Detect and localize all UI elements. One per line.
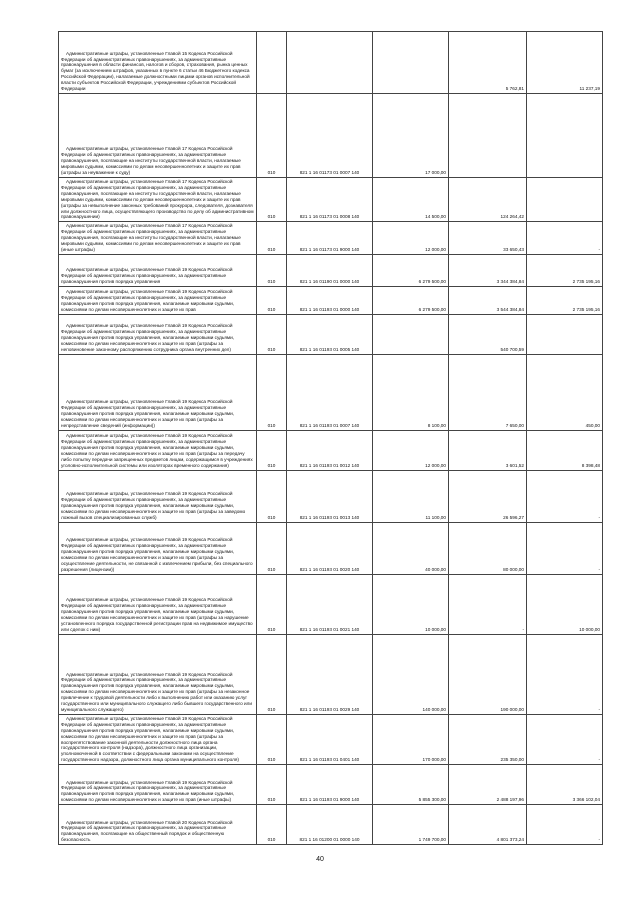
row-unexecuted: -: [527, 470, 603, 522]
row-line-code: 010: [257, 634, 287, 714]
row-approved: 6 279 500,00: [373, 286, 449, 314]
row-line-code: 010: [257, 430, 287, 470]
row-executed: 3 601,52: [449, 430, 527, 470]
row-unexecuted: -: [527, 805, 603, 845]
row-unexecuted: -: [527, 222, 603, 255]
row-executed: 190 000,00: [449, 634, 527, 714]
row-name: Административные штрафы, установленные Главой 17 Кодекса Российской Федерации об административных правонарушениях, за административные правонарушения, посягающие на институты государственной власти, налагаемые мировыми судьями, комиссиями по делам несовершеннолетних и защите их прав (иные штрафы): [59, 222, 257, 255]
row-budget-code: 821 1 16 01200 01 0000 140: [287, 805, 373, 845]
row-approved: 12 000,00: [373, 430, 449, 470]
row-budget-code: 821 1 16 01193 01 0005 140: [287, 314, 373, 354]
row-name: Административные штрафы, установленные Главой 19 Кодекса Российской Федерации об административных правонарушениях, за административные правонарушения против порядка управления, налагаемые мировыми судьями, комиссиями по делам несовершеннолетних и защите их прав (штрафы за нарушение установленного порядка государственной регистрации прав на недвижимое имущество или сделок с ним): [59, 574, 257, 634]
row-budget-code: [287, 32, 373, 94]
row-budget-code: 821 1 16 01193 01 0020 140: [287, 522, 373, 574]
row-executed: 26 596,27: [449, 470, 527, 522]
row-unexecuted: -: [527, 522, 603, 574]
row-approved: 12 000,00: [373, 222, 449, 255]
row-executed: 3 544 384,84: [449, 286, 527, 314]
row-executed: 2 488 197,96: [449, 765, 527, 805]
table-row: [59, 254, 603, 286]
row-unexecuted: 2 735 195,16: [527, 286, 603, 314]
row-budget-code: 821 1 16 01193 01 0012 140: [287, 430, 373, 470]
row-approved: [373, 32, 449, 94]
row-name: Административные штрафы, установленные Главой 17 Кодекса Российской Федерации об административных правонарушениях, за административные правонарушения, посягающие на институты государственной власти, налагаемые мировыми судьями, комиссиями по делам несовершеннолетних и защите их прав (штрафы за невыполнение законных требований прокурора, следователя, дознавателя или должностного лица, осуществляющего производство по делу об административном правонарушении): [59, 178, 257, 222]
table-row: [59, 470, 603, 522]
row-approved: 1 749 700,00: [373, 805, 449, 845]
row-executed: 124 264,42: [449, 178, 527, 222]
row-line-code: 010: [257, 222, 287, 255]
row-line-code: 010: [257, 178, 287, 222]
row-name: Административные штрафы, установленные Главой 20 Кодекса Российской Федерации об административных правонарушениях, за административные правонарушения, посягающие на общественный порядок и общественную безопасность: [59, 805, 257, 845]
row-executed: 3 344 384,84: [449, 254, 527, 286]
row-budget-code: 821 1 16 01193 01 0029 140: [287, 634, 373, 714]
row-approved: 14 500,00: [373, 178, 449, 222]
row-budget-code: 821 1 16 01173 01 0008 140: [287, 178, 373, 222]
row-budget-code: 821 1 16 01190 01 0000 140: [287, 254, 373, 286]
row-approved: 17 000,00: [373, 94, 449, 178]
row-budget-code: 821 1 16 01193 01 0021 140: [287, 574, 373, 634]
row-line-code: 010: [257, 254, 287, 286]
row-unexecuted: 450,00: [527, 354, 603, 430]
row-line-code: 010: [257, 765, 287, 805]
row-approved: 5 855 300,00: [373, 765, 449, 805]
row-approved: 140 000,00: [373, 634, 449, 714]
row-line-code: 010: [257, 714, 287, 764]
row-executed: 7 650,00: [449, 354, 527, 430]
table-row: [59, 634, 603, 714]
row-approved: 6 279 500,00: [373, 254, 449, 286]
table-row: [59, 178, 603, 222]
row-name: Административные штрафы, установленные Главой 19 Кодекса Российской Федерации об административных правонарушениях, за административные правонарушения против порядка управления, налагаемые мировыми судьями, комиссиями по делам несовершеннолетних и защите их прав (штрафы за осуществление деятельности, не связанной с извлечением прибыли, без специального разрешения (лицензии)): [59, 522, 257, 574]
table-row: [59, 574, 603, 634]
row-line-code: 010: [257, 470, 287, 522]
row-executed: 540 700,59: [449, 314, 527, 354]
row-unexecuted: 11 237,19: [527, 32, 603, 94]
row-unexecuted: [527, 94, 603, 178]
row-unexecuted: 3 366 102,04: [527, 765, 603, 805]
row-name: Административные штрафы, установленные Главой 19 Кодекса Российской Федерации об административных правонарушениях, за административные правонарушения против порядка управления, налагаемые мировыми судьями, комиссиями по делам несовершеннолетних и защите их прав (штрафы за неповиновение законному распоряжению сотрудника органа внутренних дел): [59, 314, 257, 354]
row-line-code: 010: [257, 522, 287, 574]
row-executed: [449, 94, 527, 178]
row-name: Административные штрафы, установленные Главой 19 Кодекса Российской Федерации об административных правонарушениях, за административные правонарушения против порядка управления, налагаемые мировыми судьями, комиссиями по делам несовершеннолетних и защите их прав (штрафы за передачу либо попытку передачи запрещенных предметов лицам, содержащимся в учреждениях уголовно-исполнительной системы или изоляторах временного содержания): [59, 430, 257, 470]
row-unexecuted: [527, 178, 603, 222]
row-approved: 8 100,00: [373, 354, 449, 430]
row-approved: 11 100,00: [373, 470, 449, 522]
row-name: Административные штрафы, установленные Главой 19 Кодекса Российской Федерации об административных правонарушениях, за административные правонарушения против порядка управления, налагаемые мировыми судьями, комиссиями по делам несовершеннолетних и защите их прав (иные штрафы): [59, 765, 257, 805]
row-approved: 170 000,00: [373, 714, 449, 764]
row-executed: 5 762,81: [449, 32, 527, 94]
table-row: [59, 354, 603, 430]
table-row: [59, 94, 603, 178]
table-row: [59, 222, 603, 255]
page-number: 40: [316, 856, 324, 863]
row-unexecuted: -: [527, 634, 603, 714]
row-budget-code: 821 1 16 01193 01 0013 140: [287, 470, 373, 522]
row-executed: -: [449, 574, 527, 634]
row-name: Административные штрафы, установленные Главой 19 Кодекса Российской Федерации об административных правонарушениях, за административные правонарушения против порядка управления, налагаемые мировыми судьями, комиссиями по делам несовершеннолетних и защите их прав (штрафы за непредставление сведений (информации)): [59, 354, 257, 430]
row-line-code: 010: [257, 574, 287, 634]
table-row: [59, 714, 603, 764]
row-line-code: 010: [257, 314, 287, 354]
row-name: Административные штрафы, установленные Главой 19 Кодекса Российской Федерации об административных правонарушениях, за административные правонарушения против порядка управления, налагаемые мировыми судьями, комиссиями по делам несовершеннолетних и защите их прав (штрафы за незаконное привлечение к трудовой деятельности либо к выполнению работ или оказанию услуг государственного или муниципального служащего либо бывшего государственного или муниципального служащего): [59, 634, 257, 714]
row-unexecuted: 2 735 195,16: [527, 254, 603, 286]
row-approved: 10 000,00: [373, 574, 449, 634]
row-budget-code: 821 1 16 01193 01 0401 140: [287, 714, 373, 764]
table-row: [59, 286, 603, 314]
row-line-code: 010: [257, 94, 287, 178]
row-unexecuted: 10 000,00: [527, 574, 603, 634]
table-row: [59, 522, 603, 574]
row-budget-code: 821 1 16 01173 01 9000 140: [287, 222, 373, 255]
row-budget-code: 821 1 16 01193 01 0007 140: [287, 354, 373, 430]
row-budget-code: 821 1 16 01173 01 0007 140: [287, 94, 373, 178]
row-unexecuted: 8 398,48: [527, 430, 603, 470]
row-name: Административные штрафы, установленные Главой 19 Кодекса Российской Федерации об административных правонарушениях, за административные правонарушения против порядка управления, налагаемые мировыми судьями, комиссиями по делам несовершеннолетних и защите их прав (штрафы за заведомо ложный вызов специализированных служб): [59, 470, 257, 522]
table-row: [59, 805, 603, 845]
row-name: Административные штрафы, установленные Главой 17 Кодекса Российской Федерации об административных правонарушениях, за административные правонарушения, посягающие на институты государственной власти, налагаемые мировыми судьями, комиссиями по делам несовершеннолетних и защите их прав (штрафы за неуважение к суду): [59, 94, 257, 178]
row-name: Административные штрафы, установленные Главой 19 Кодекса Российской Федерации об административных правонарушениях, за административные правонарушения против порядка управления, налагаемые мировыми судьями, комиссиями по делам несовершеннолетних и защите их прав (штрафы за воспрепятствование законной деятельности должностного лица органа государственного контроля (надзора), должностного лица организации, уполномоченной в соответствии с федеральными законами на осуществление государственного надзора, должностного лица органа муниципального контроля): [59, 714, 257, 764]
row-name: Административные штрафы, установленные Главой 19 Кодекса Российской Федерации об административных правонарушениях, за административные правонарушения против порядка управления: [59, 254, 257, 286]
revenue-table: [58, 31, 603, 845]
row-unexecuted: [527, 314, 603, 354]
table-row: [59, 430, 603, 470]
row-executed: 4 801 373,24: [449, 805, 527, 845]
table-row: [59, 314, 603, 354]
row-executed: 80 000,00: [449, 522, 527, 574]
row-budget-code: 821 1 16 01193 01 9000 140: [287, 765, 373, 805]
row-approved: 40 000,00: [373, 522, 449, 574]
row-executed: 235 350,00: [449, 714, 527, 764]
row-name: Административные штрафы, установленные Главой 19 Кодекса Российской Федерации об административных правонарушениях, за административные правонарушения против порядка управления, налагаемые мировыми судьями, комиссиями по делам несовершеннолетних и защите их прав: [59, 286, 257, 314]
row-budget-code: 821 1 16 01193 01 0000 140: [287, 286, 373, 314]
row-line-code: 010: [257, 805, 287, 845]
row-line-code: 010: [257, 286, 287, 314]
table-row: [59, 765, 603, 805]
row-approved: [373, 314, 449, 354]
table-row: [59, 32, 603, 94]
row-unexecuted: -: [527, 714, 603, 764]
row-line-code: 010: [257, 354, 287, 430]
row-name: Административные штрафы, установленные Главой 15 Кодекса Российской Федерации об административных правонарушениях, за административные правонарушения в области финансов, налогов и сборов, страхования, рынка ценных бумаг (за исключением штрафов, указанных в пункте 6 статьи 46 Бюджетного кодекса Российской Федерации), налагаемые должностными лицами органов исполнительной власти субъектов Российской Федерации, учреждениями субъектов Российской Федерации: [59, 32, 257, 94]
row-executed: 33 650,43: [449, 222, 527, 255]
row-line-code: [257, 32, 287, 94]
